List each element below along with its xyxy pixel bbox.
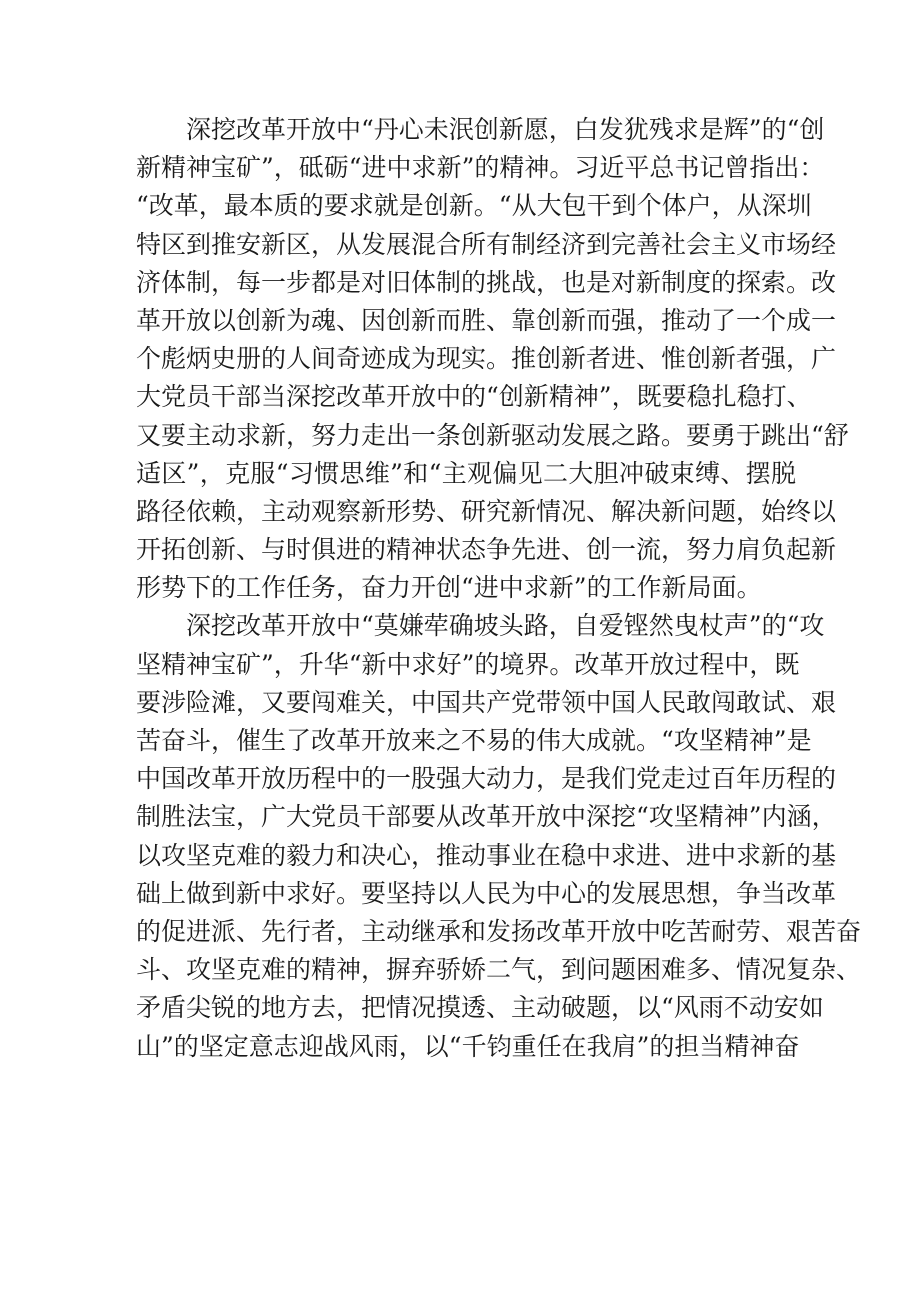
text-line: 个彪炳史册的人间奇迹成为现实。推创新者进、惟创新者强，广 — [136, 344, 837, 374]
paragraph-tackling-spirit — [136, 607, 862, 1065]
text-line: 的促进派、先行者，主动继承和发扬改革开放中吃苦耐劳、艰苦奋 — [136, 916, 862, 946]
text-line: 大党员干部当深挖改革开放中的“创新精神”，既要稳扎稳打、 — [136, 382, 812, 412]
text-line: 形势下的工作任务，奋力开创“进中求新”的工作新局面。 — [136, 573, 762, 603]
paragraph-innovation-spirit — [136, 111, 849, 607]
text-line: 特区到推安新区，从发展混合所有制经济到完善社会主义市场经 — [136, 229, 837, 259]
text-line: 中国改革开放历程中的一股强大动力，是我们党走过百年历程的 — [136, 764, 837, 794]
text-line: 斗、攻坚克难的精神，摒弃骄娇二气，到问题困难多、情况复杂、 — [136, 955, 862, 985]
text-line: 要涉险滩，又要闯难关，中国共产党带领中国人民敢闯敢试、艰 — [136, 687, 837, 717]
text-line: 苦奋斗，催生了改革开放来之不易的伟大成就。“攻坚精神”是 — [136, 726, 812, 755]
text-line: 以攻坚克难的毅力和决心，推动事业在稳中求进、进中求新的基 — [136, 840, 837, 870]
text-line: 础上做到新中求好。要坚持以人民为中心的发展思想，争当改革 — [136, 878, 837, 908]
text-line: 制胜法宝，广大党员干部要从改革开放中深挖“攻坚精神”内涵， — [136, 802, 837, 832]
text-line: 路径依赖，主动观察新形势、研究新情况、解决新问题，始终以 — [136, 496, 837, 526]
text-line: 深挖改革开放中“莫嫌荦确坡头路，自爱铿然曳杖声”的“攻 — [186, 611, 825, 641]
text-line: 适区”，克服“习惯思维”和“主观偏见二大胆冲破束缚、摆脱 — [136, 458, 796, 488]
text-line: 新精神宝矿”，砥砺“进中求新”的精神。习近平总书记曾指出： — [136, 153, 825, 183]
text-line: 矛盾尖锐的地方去，把情况摸透、主动破题，以“风雨不动安如 — [136, 993, 824, 1023]
text-line: “改革，最本质的要求就是创新。“从大包干到个体户，从深圳 — [136, 191, 812, 221]
text-line: 开拓创新、与时俱进的精神状态争先进、创一流，努力肩负起新 — [136, 535, 837, 565]
text-line: 革开放以创新为魂、因创新而胜、靠创新而强，推动了一个成一 — [136, 305, 837, 335]
text-line: 济体制，每一步都是对旧体制的挑战，也是对新制度的探索。改 — [136, 267, 837, 297]
text-line: 坚精神宝矿”，升华“新中求好”的境界。改革开放过程中，既 — [136, 649, 800, 679]
text-line: 山”的坚定意志迎战风雨，以“千钧重任在我肩”的担当精神奋 — [136, 1031, 800, 1061]
text-line: 深挖改革开放中“丹心未泯创新愿，白发犹残求是辉”的“创 — [186, 115, 825, 144]
text-line: 又要主动求新，努力走出一条创新驱动发展之路。要勇于跳出“舒 — [136, 420, 849, 450]
body-text — [136, 111, 862, 1066]
